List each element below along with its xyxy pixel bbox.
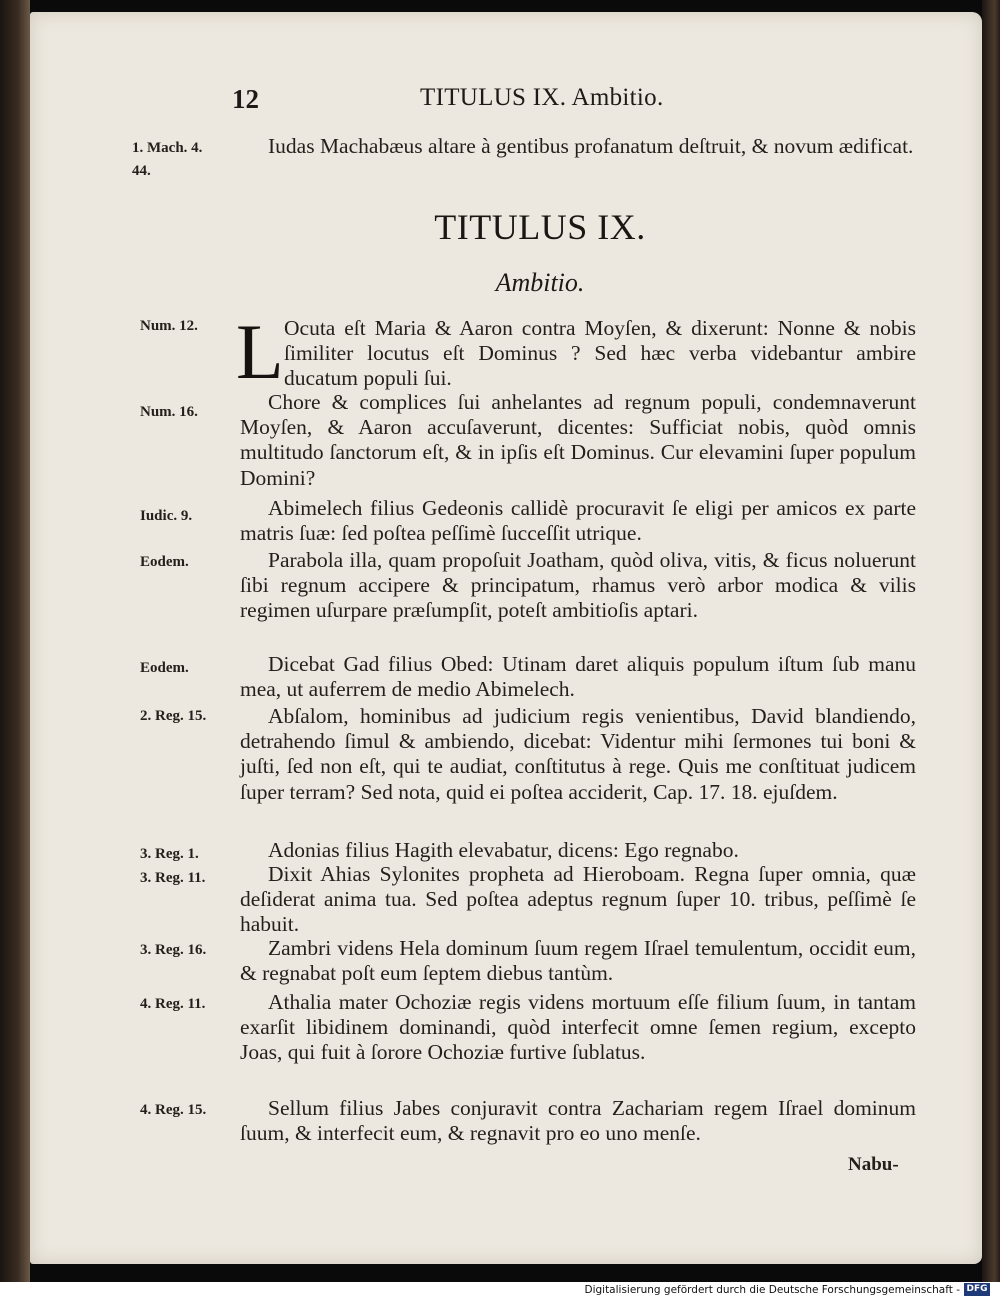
margin-reference: Eodem. (140, 554, 189, 570)
entry-text: Parabola illa, quam propoſuit Joatham, quòd oliva, vitis, & ficus noluerunt ſibi regnum accipere & principatum, rhamus verò arbor modica & vilis regimen uſurpare præſumpſit, poteſt ambitioſis aptari. (240, 548, 916, 623)
entry-text: Chore & complices ſui anhelantes ad regnum populi, condemnaverunt Moyſen, & Aaron accuſaverunt, dicentes: Sufficiat nobis, quòd omnis multitudo ſanctorum eſt, & in ipſis eſt Dominus. Cur elevamini ſuper populum Domini? (240, 390, 916, 490)
entry-text: Iudas Machabæus altare à gentibus profanatum deſtruit, & novum ædificat. (268, 134, 914, 158)
margin-reference: 3. Reg. 16. (140, 942, 207, 958)
entry-text: Sellum filius Jabes conjuravit contra Zachariam regem Iſrael dominum ſuum, & interfecit eum, & regnavit pro eo uno menſe. (240, 1096, 916, 1146)
margin-reference: 1. Mach. 4. (132, 140, 203, 156)
entry-text: Dixit Ahias Sylonites propheta ad Hieroboam. Regna ſuper omnia, quæ deſiderat anima tua. Sed poſtea adeptus regnum ſuper 10. tribus, peſſimè ſe habuit. (240, 862, 916, 937)
margin-reference-cont: 44. (132, 163, 151, 179)
entry-text: Abſalom, hominibus ad judicium regis venientibus, David blandiendo, detrahendo ſimul & ambiendo, dicebat: Videntur mihi ſermones tui boni & juſti, ſed non eſt, qui te audiat, conſtitutus à rege. Quis me conſtituat judicem ſuper terram? Sed nota, quid ei poſtea acciderit, Cap. 17. 18. ejuſdem. (240, 704, 916, 804)
margin-reference: Eodem. (140, 660, 189, 676)
entry-text: Ocuta eſt Maria & Aaron contra Moyſen, & dixerunt: Nonne & nobis ſimiliter locutus eſt Dominus ? Sed hæc verba videbantur ambire ducatum populi ſui. (284, 316, 916, 391)
margin-reference: Num. 12. (140, 318, 198, 334)
running-head (0, 84, 1000, 124)
margin-reference: 3. Reg. 1. (140, 846, 199, 862)
entry-text: Adonias filius Hagith elevabatur, dicens: Ego regnabo. (268, 838, 739, 862)
book-edge (982, 0, 1000, 1282)
catchword: Nabu- (848, 1154, 899, 1175)
page-number: 12 (232, 84, 259, 114)
entry-text: Dicebat Gad filius Obed: Utinam daret aliquis populum iſtum ſub manu mea, ut auferrem de medio Abimelech. (240, 652, 916, 702)
margin-reference: Num. 16. (140, 404, 198, 420)
margin-reference: 3. Reg. 11. (140, 870, 206, 886)
drop-cap: L (236, 308, 284, 395)
entry-text: Abimelech filius Gedeonis callidè procuravit ſe eligi per amicos ex parte matris ſuæ: ſed poſtea peſſimè ſucceſſit utrique. (240, 496, 916, 546)
entry-text: Zambri videns Hela dominum ſuum regem Iſrael temulentum, occidit eum, & regnabat poſt eum ſeptem diebus tantùm. (240, 936, 916, 986)
dfg-logo-icon: DFG (964, 1283, 990, 1296)
section-title: TITULUS IX. (434, 207, 646, 247)
funding-notice: Digitalisierung gefördert durch die Deutsche Forschungsgemeinschaft - (584, 1284, 960, 1296)
margin-reference: Iudic. 9. (140, 508, 193, 524)
book-page (30, 12, 982, 1264)
section-subtitle: Ambitio. (495, 268, 585, 297)
margin-reference: 4. Reg. 15. (140, 1102, 207, 1118)
margin-reference: 4. Reg. 11. (140, 996, 206, 1012)
running-title: TITULUS IX. Ambitio. (420, 84, 664, 111)
margin-reference: 2. Reg. 15. (140, 708, 207, 724)
book-spine (0, 0, 30, 1282)
entry-text: Athalia mater Ochoziæ regis videns mortuum eſſe filium ſuum, in tantam exarſit libidinem dominandi, quòd interfecit omne ſemen regium, excepto Joas, qui fuit à ſorore Ochoziæ furtive ſublatus. (240, 990, 916, 1065)
